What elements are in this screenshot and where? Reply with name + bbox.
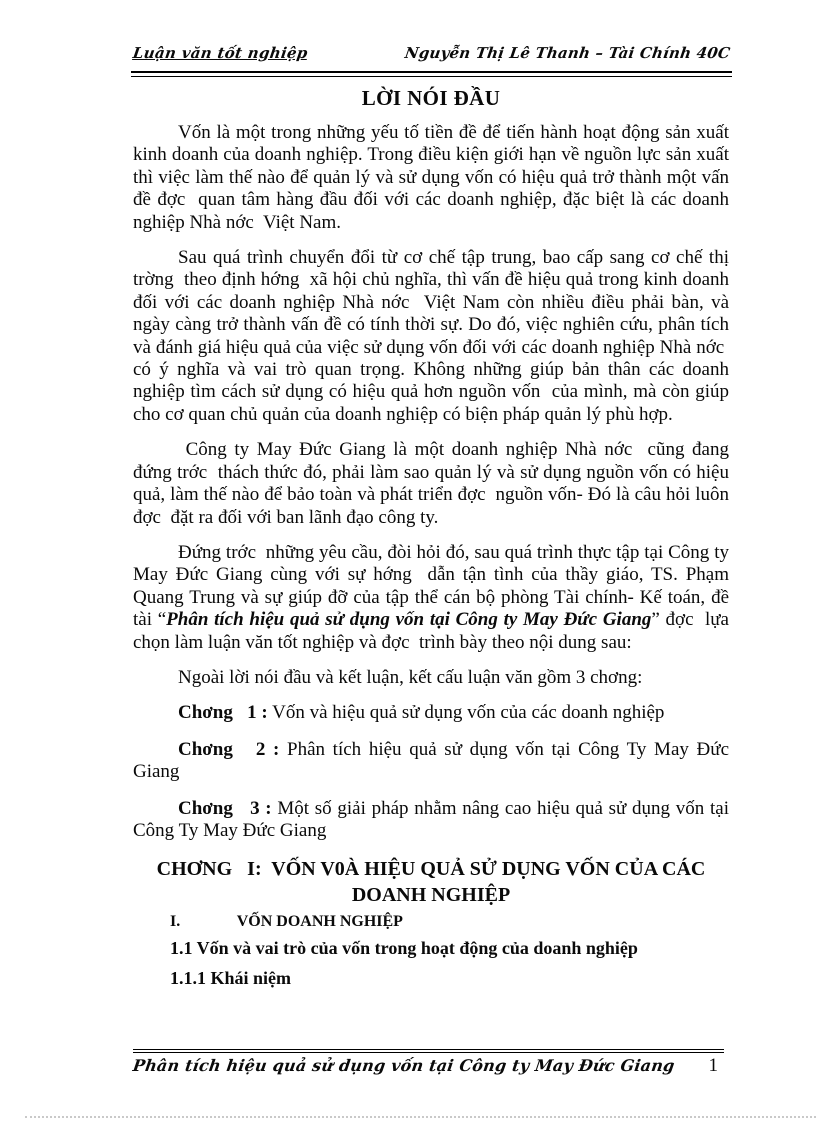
section-1-1-heading: 1.1 Vốn và vai trò của vốn trong hoạt động của doanh nghiệp xyxy=(170,938,638,959)
section-roman-title: VỐN DOANH NGHIỆP xyxy=(236,913,403,931)
page-break-dotted-line xyxy=(25,1116,816,1118)
chapter-list-item-3: Chơng 3 : Một số giải pháp nhằm nâng cao hiệu quả sử dụng vốn tại Công Ty May Đức Giang xyxy=(133,797,729,841)
chapter-list-item-1: Chơng 1 : Vốn và hiệu quả sử dụng vốn của các doanh nghiệp xyxy=(178,702,665,724)
paragraph-1: Vốn là một trong những yếu tố tiền đề để tiến hành hoạt động sản xuất kinh doanh của doanh nghiệp. Trong điều kiện giới hạn về nguồn lực sản xuất thì việc làm thế nào để quản lý và sử dụng vốn có hiệu quả trở thành một vấn đề đợc quan tâm hàng đầu đối với các doanh nghiệp, đặc biệt là các doanh nghiệp Nhà nớc Việt Nam. xyxy=(133,122,729,233)
section-1-1-1-heading: 1.1.1 Khái niệm xyxy=(170,968,292,989)
paragraph-3: Công ty May Đức Giang là một doanh nghiệp Nhà nớc cũng đang đứng trớc thách thức đó, phải làm sao quản lý và sử dụng nguồn vốn có hiệu quả, làm thế nào để bảo toàn và phát triển đợc nguồn vốn- Đó là câu hỏi luôn đợc đặt ra đối với ban lãnh đạo công ty. xyxy=(133,439,729,528)
chapter-1-heading: CHƠNG I: VỐN V0À HIỆU QUẢ SỬ DỤNG VỐN CỦA CÁC DOANH NGHIỆP xyxy=(156,858,706,907)
section-roman-number: I. xyxy=(170,913,181,931)
page-footer xyxy=(133,1049,724,1077)
page-header xyxy=(133,44,730,62)
document-title: LỜI NÓI ĐẦU xyxy=(361,86,501,110)
header-rule xyxy=(131,71,732,77)
section-roman-heading xyxy=(170,913,729,931)
outline-intro-line: Ngoài lời nói đầu và kết luận, kết cấu luận văn gồm 3 chơng: xyxy=(178,666,643,688)
header-right-text: Nguyễn Thị Lê Thanh – Tài Chính 40C xyxy=(403,44,732,62)
paragraph-4: Đứng trớc những yêu cầu, đòi hỏi đó, sau quá trình thực tập tại Công ty May Đức Giang cùng với sự hớng dẫn tận tình của thầy giáo, TS. Phạm Quang Trung và sự giúp đỡ của tập thể cán bộ phòng Tài chính- Kế toán, đề tài “Phân tích hiệu quả sử dụng vốn tại Công ty May Đức Giang” đợc lựa chọn làm luận văn tốt nghiệp và đợc trình bày theo nội dung sau: xyxy=(133,541,729,653)
header-left-text: Luận văn tốt nghiệp xyxy=(131,44,309,62)
document-body xyxy=(133,86,729,989)
footer-rule xyxy=(133,1049,724,1053)
chapter-list-item-2: Chơng 2 : Phân tích hiệu quả sử dụng vốn tại Công Ty May Đức Giang xyxy=(133,738,729,783)
paragraph-2: Sau quá trình chuyển đổi từ cơ chế tập trung, bao cấp sang cơ chế thị trờng theo định hớng xã hội chủ nghĩa, thì vấn đề hiệu quả trong kinh doanh đối với các doanh nghiệp Nhà nớc Việt Nam còn nhiều điều phải bàn, và ngày càng trở thành vấn đề có tính thời sự. Do đó, việc nghiên cứu, phân tích và đánh giá hiệu quả của việc sử dụng vốn đối với các doanh nghiệp Nhà nớc có ý nghĩa và vai trò quan trọng. Không những giúp bản thân các doanh nghiệp tìm cách sử dụng có hiệu quả hơn nguồn vốn của mình, mà còn giúp cho cơ quan chủ quản của doanh nghiệp có biện pháp quản lý phù hợp. xyxy=(133,247,729,425)
footer-title-text: Phân tích hiệu quả sử dụng vốn tại Công ty May Đức Giang xyxy=(131,1056,676,1075)
page-number: 1 xyxy=(708,1055,718,1076)
